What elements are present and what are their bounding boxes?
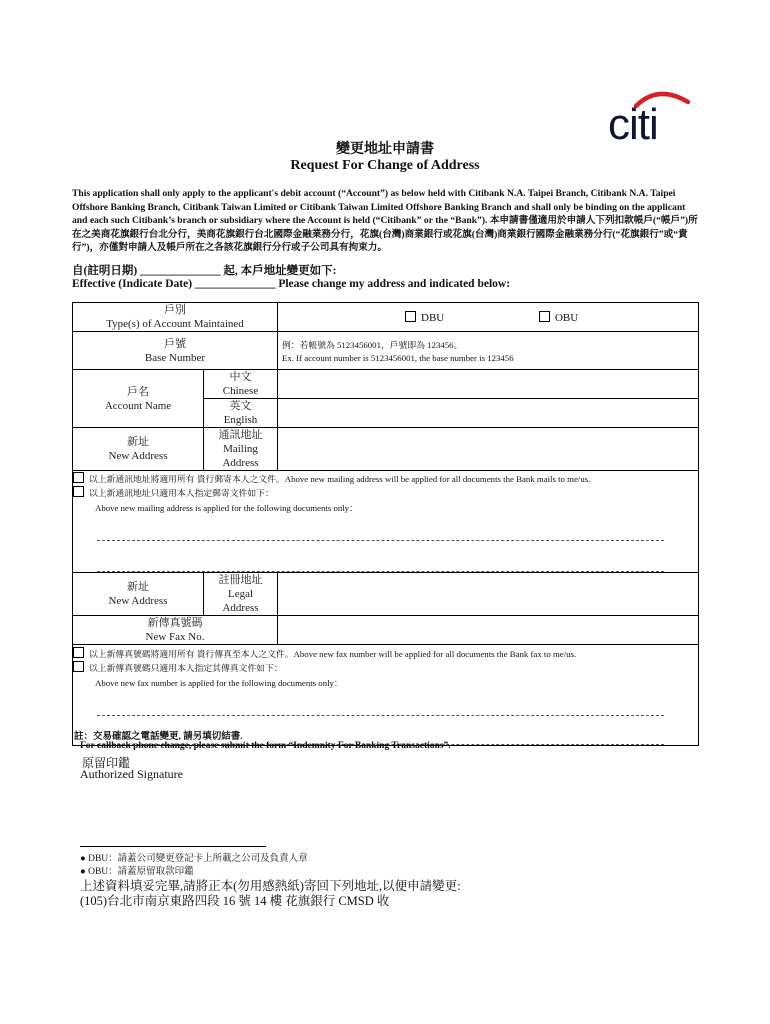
new-address-label: 新址 New Address [73,428,204,471]
signature-label-chinese: 原留印鑑 [82,756,131,770]
citi-logo-icon [606,86,698,142]
english-label: 英文 English [204,399,278,428]
logo-text: citi [608,100,658,142]
mailing-address-field[interactable] [278,428,699,471]
mailing-options: 以上新通訊地址將適用所有 貴行郵寄本人之文件。Above new mailing address will be applied for all documents the Bank mails to me/us. 以上新通訊地址只適用本人指定郵寄文件如下： Above new mailing address is applied for the following documents only： [73,471,699,573]
bullet-obu: ● OBU：請蓋原留取款印鑑 [80,867,194,877]
fax-specific-checkbox[interactable] [73,661,84,672]
obu-option[interactable]: OBU [539,312,578,324]
effective-date-english: Effective (Indicate Date) ______________ Please change my address and indicated below: [72,278,511,290]
mailing-address-label: 通訊地址 Mailing Address [204,428,278,471]
chinese-label: 中文 Chinese [204,370,278,399]
dbu-option[interactable]: DBU [405,312,444,324]
obu-checkbox[interactable] [539,311,550,322]
change-address-form [72,302,699,746]
account-name-label: 戶名 Account Name [73,370,204,428]
mail-option-specific[interactable]: 以上新通訊地址只適用本人指定郵寄文件如下： [73,486,698,499]
signature-line[interactable] [80,846,266,847]
dbu-checkbox[interactable] [405,311,416,322]
mail-option-all[interactable]: 以上新通訊地址將適用所有 貴行郵寄本人之文件。Above new mailing address will be applied for all documents the Bank mails to me/us. [73,472,698,485]
signature-label-english: Authorized Signature [80,767,183,781]
note-chinese: 註：交易確認之電話變更, 請另填切結書. [74,732,243,742]
account-type-options [278,303,699,332]
title-english: Request For Change of Address [290,158,480,173]
return-address: (105)台北市南京東路四段 16 號 14 樓 花旗銀行 CMSD 收 [80,894,390,908]
base-number-label: 戶號 Base Number [73,332,278,370]
base-number-field[interactable]: 例：若帳號為 5123456001，戶號即為 123456。 Ex. If account number is 5123456001, the base number is 123456 [278,332,699,370]
new-fax-field[interactable] [278,616,699,645]
effective-date-chinese: 自(註明日期) ______________ 起, 本戶地址變更如下: [72,265,337,277]
account-name-english-field[interactable] [278,399,699,428]
account-type-label: 戶別 Type(s) of Account Maintained [73,303,278,332]
mail-specific-checkbox[interactable] [73,486,84,497]
new-fax-label: 新傳真號碼 New Fax No. [73,616,278,645]
new-address-legal-label: 新址 New Address [73,573,204,616]
return-instruction: 上述資料填妥完畢,請將正本(勿用感熱紙)寄回下列地址,以便申請變更: [80,879,461,893]
fax-option-specific[interactable]: 以上新傳真號碼只適用本人指定其傳真文件如下： [73,661,698,674]
fax-options: 以上新傳真號碼將適用所有 貴行傳真至本人之文件。Above new fax number will be applied for all documents the Bank fax to me/us. 以上新傳真號碼只適用本人指定其傳真文件如下： Above new fax number is applied for the following documents only： [73,645,699,746]
title-chinese: 變更地址申請書 [336,142,434,157]
fax-option-all[interactable]: 以上新傳真號碼將適用所有 貴行傳真至本人之文件。Above new fax number will be applied for all documents the Bank fax to me/us. [73,647,698,660]
intro-paragraph: This application shall only apply to the applicant's debit account (“Account”) as below held with Citibank N.A. Taipei Branch, Citibank N.A. Taipei Offshore Banking Branch, Citibank Taiwan Limited or Citibank Taiwan Limited Offshore Banking Branch and shall only be binding on the applicant and each such Citibank’s branch or subsidiary where the Account is held (“Citibank” or the “Bank”). 本申請書僅適用於申請人下列扣款帳戶(“帳戶”)所在之美商花旗銀行台北分行，美商花旗銀行台北國際金融業務分行，花旗(台灣)商業銀行或花旗(台灣)商業銀行國際金融業務分行(“花旗銀行”或“貴行”)，亦僅對申請人及帳戶所在之各該花旗銀行分行或子公司具有拘束力。 [72,188,698,254]
legal-address-label: 註冊地址 Legal Address [204,573,278,616]
fax-docs-line-1[interactable] [97,715,664,716]
fax-all-checkbox[interactable] [73,647,84,658]
account-name-chinese-field[interactable] [278,370,699,399]
mail-all-checkbox[interactable] [73,472,84,483]
note-english: For callback phone change, please submit the form “Indemnity For Banking Transactions”. [80,741,451,751]
legal-address-field[interactable] [278,573,699,616]
mail-docs-line-1[interactable] [97,540,664,541]
bullet-dbu: ● DBU：請蓋公司變更登記卡上所載之公司及負責人章 [80,854,308,864]
